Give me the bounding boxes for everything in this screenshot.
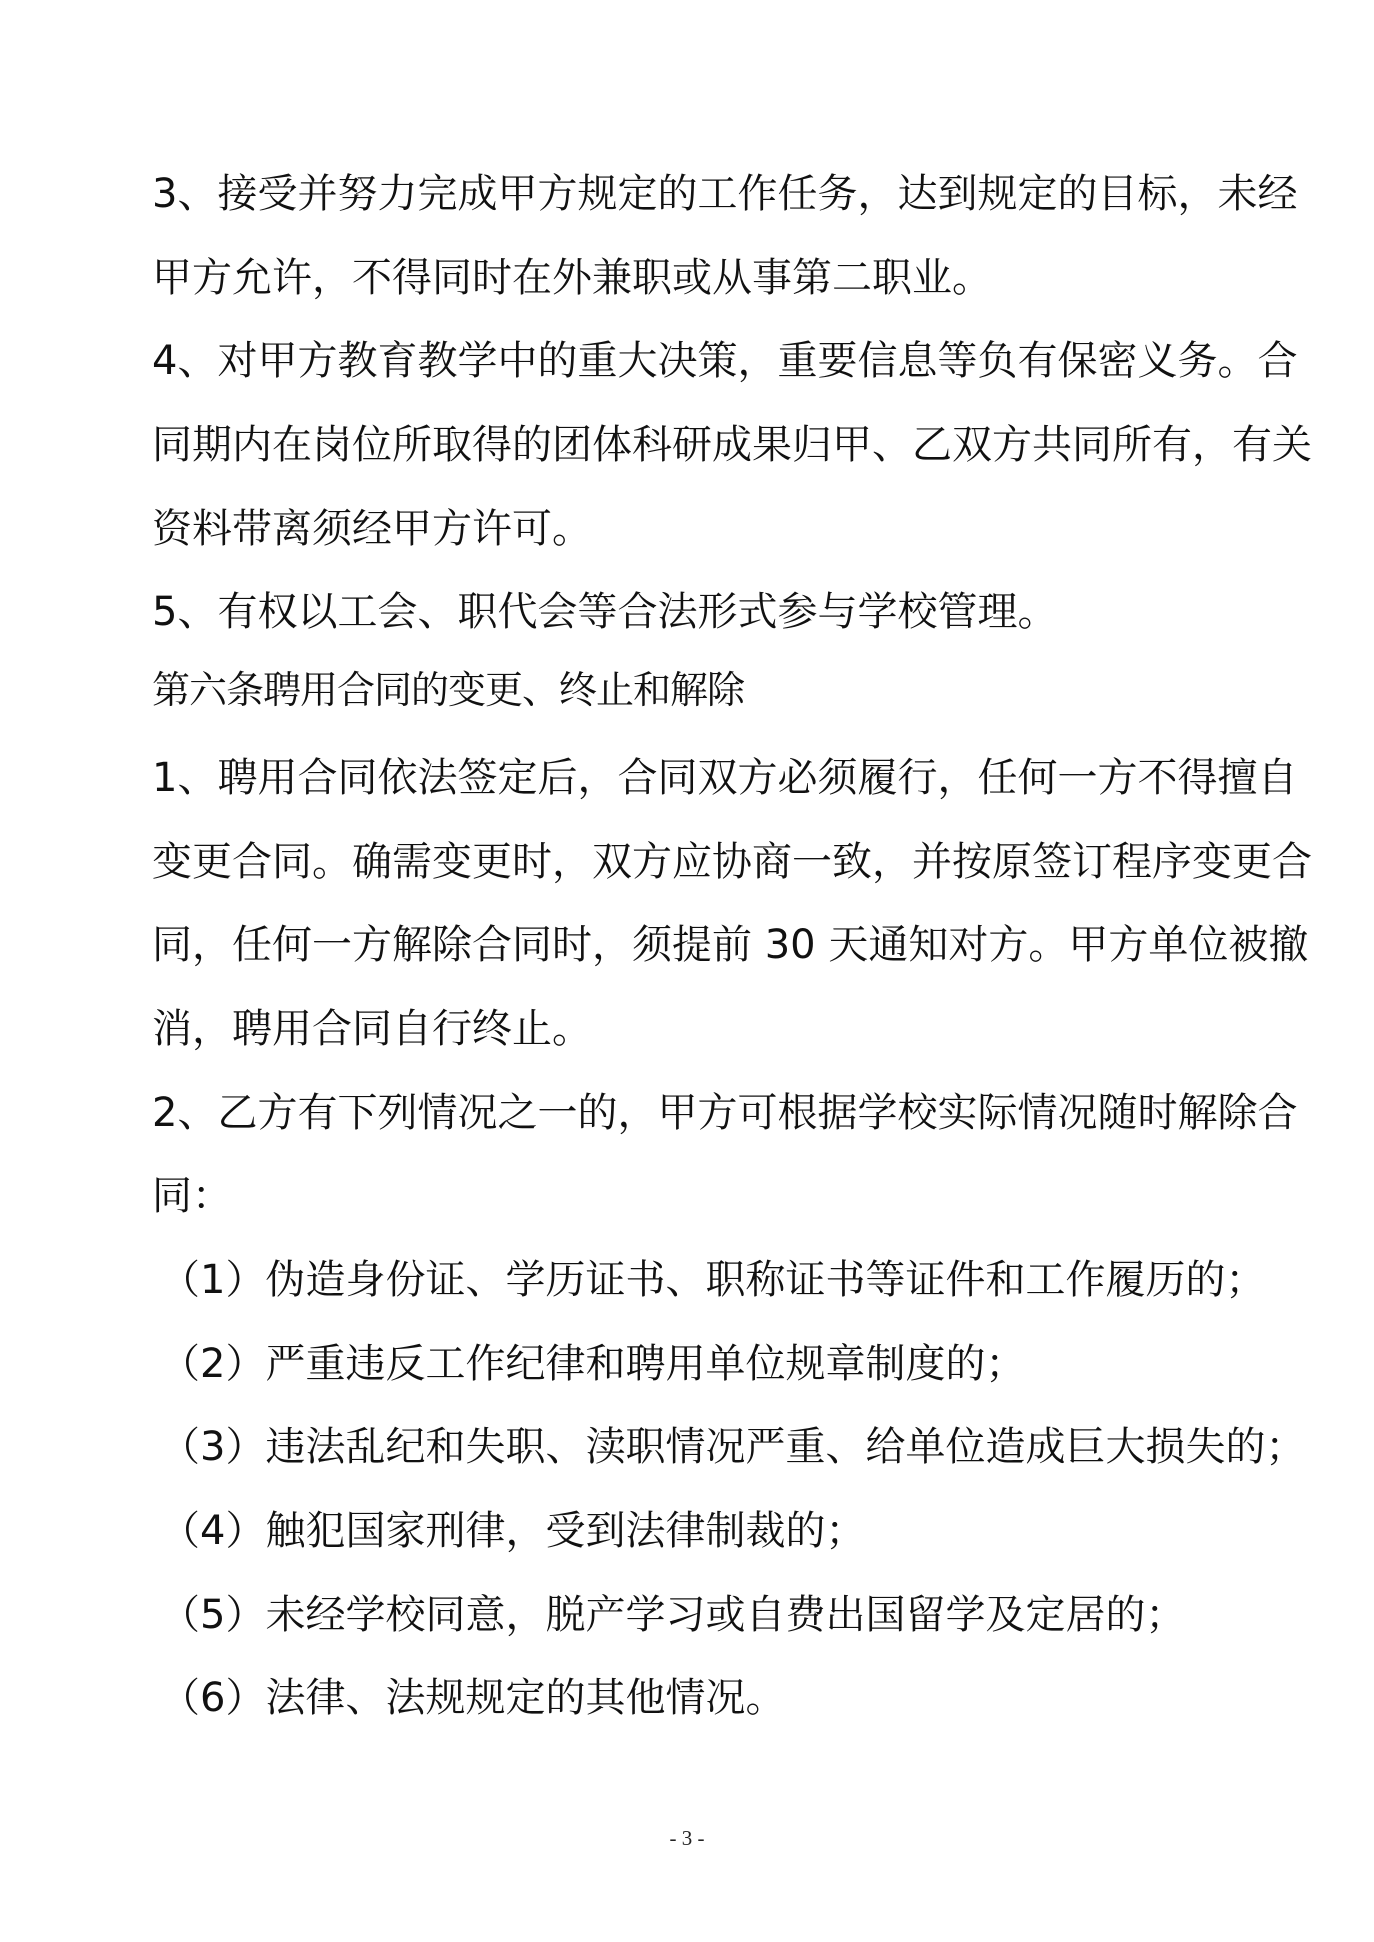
page-number: - 3 - (669, 1826, 705, 1850)
clause-4-line-2: 同期内在岗位所取得的团体科研成果归甲、乙双方共同所有，有关 (152, 422, 1312, 468)
clause-4-line-1: 4、对甲方教育教学中的重大决策，重要信息等负有保密义务。合 (152, 338, 1298, 384)
condition-5: （5）未经学校同意，脱产学习或自费出国留学及定居的； (160, 1592, 1186, 1638)
clause-3-line-2: 甲方允许，不得同时在外兼职或从事第二职业。 (152, 255, 992, 301)
condition-4: （4）触犯国家刑律，受到法律制裁的； (160, 1508, 866, 1554)
condition-1: （1）伪造身份证、学历证书、职称证书等证件和工作履历的； (160, 1257, 1266, 1303)
condition-3: （3）违法乱纪和失职、渎职情况严重、给单位造成巨大损失的； (160, 1424, 1306, 1470)
condition-2: （2）严重违反工作纪律和聘用单位规章制度的； (160, 1341, 1026, 1387)
clause-5-line-1: 5、有权以工会、职代会等合法形式参与学校管理。 (152, 589, 1058, 635)
article-6-item-1-line-1: 1、聘用合同依法签定后，合同双方必须履行，任何一方不得擅自 (152, 755, 1298, 801)
article-6-item-1-line-3: 同，任何一方解除合同时，须提前 30 天通知对方。甲方单位被撤 (152, 922, 1309, 968)
article-6-item-1-line-4: 消，聘用合同自行终止。 (152, 1006, 592, 1052)
condition-6: （6）法律、法规规定的其他情况。 (160, 1675, 786, 1721)
article-6-item-1-line-2: 变更合同。确需变更时，双方应协商一致，并按原签订程序变更合 (152, 839, 1312, 885)
article-6-item-2-line-1: 2、乙方有下列情况之一的，甲方可根据学校实际情况随时解除合 (152, 1090, 1298, 1136)
article-6-item-2-line-2: 同： (152, 1173, 232, 1219)
article-6-heading: 第六条聘用合同的变更、终止和解除 (152, 668, 745, 712)
clause-4-line-3: 资料带离须经甲方许可。 (152, 506, 592, 552)
clause-3-line-1: 3、接受并努力完成甲方规定的工作任务，达到规定的目标，未经 (152, 171, 1298, 217)
